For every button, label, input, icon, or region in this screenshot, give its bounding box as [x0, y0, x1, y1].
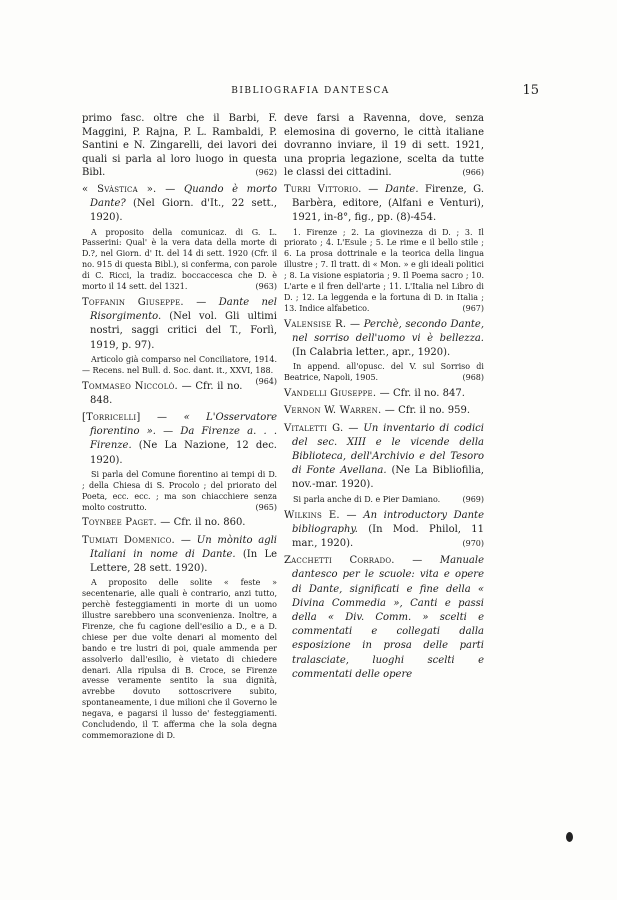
entry-source: Cfr. il no. 860.: [173, 517, 246, 529]
entry-author: Vernon W. Warren. —: [284, 405, 395, 417]
bibliography-entry: [284, 404, 484, 418]
entry-source: (Ne La Bibliofilia, nov.-mar. 1920).: [292, 465, 484, 491]
entry-source: Cfr. il no. 847.: [393, 388, 465, 400]
entry-title: Un inventario di codici del sec. XIII e le vicende della Biblioteca, dell'Archivio e del Tesoro di Fonte Avellana.: [292, 422, 484, 477]
ink-mark: [566, 832, 573, 842]
entry-number: (968): [462, 373, 484, 383]
entry-heading: [82, 296, 277, 353]
entry-author: Turri Vittorio. —: [284, 183, 379, 195]
entry-heading: [284, 554, 484, 682]
entry-title: An introductory Dante bibliography.: [292, 509, 484, 535]
entry-title: Manuale dantesco per le scuole: vita e opere di Dante, significati e fine della « Divina Commedia », Canti e passi della « Div. Comm. » scelti e commentati e collegati dalla esposizione in prosa delle parti tralasciate, luoghi scelti e commentati delle opere: [292, 555, 484, 680]
entry-author: Vandelli Giuseppe. —: [284, 388, 390, 400]
bibliography-entry: [284, 554, 484, 682]
entry-title: Un mònito agli Italiani in nome di Dante.: [90, 534, 278, 560]
entry-author: Toynbee Paget. —: [82, 517, 171, 529]
entry-source: (Nel Giorn. d'It., 22 sett., 1920).: [90, 198, 278, 224]
page-header: [82, 83, 539, 100]
entry-heading: [284, 387, 484, 401]
bibliography-entry: [284, 387, 484, 401]
entry-heading: [82, 183, 277, 226]
entry-annotation: [82, 228, 277, 293]
entry-list: [82, 183, 277, 742]
bibliography-entry: [82, 516, 277, 530]
annotation-text: In append. all'opusc. del V. sul Sorriso di Beatrice, Napoli, 1905.: [284, 362, 484, 383]
entry-author: Zacchetti Corrado. —: [284, 555, 423, 567]
entry-annotation: [82, 470, 277, 514]
entry-title: Perchè, secondo Dante, nel sorriso dell'uomo vi è bellezza.: [292, 318, 484, 345]
annotation-text: Articolo già comparso nel Conciliatore, 1914. — Recens. nel Bull. d. Soc. dant. it., XXVI, 188.: [82, 354, 277, 375]
annotation-text: Si parla del Comune fiorentino ai tempi di D. ; della Chiesa di S. Procolo ; del priorato del Poeta, ecc. ecc. ; ma son chiacchiere senza molto costrutto.: [82, 469, 277, 512]
entry-heading: [284, 509, 484, 552]
entry-heading: [82, 411, 277, 468]
entry-list: [284, 183, 484, 682]
continued-text: [82, 112, 277, 180]
entry-author: Tumiati Domenico. —: [82, 534, 192, 546]
entry-number: (969): [462, 494, 484, 504]
bibliography-entry: [284, 183, 484, 315]
entry-author: Vitaletti G. —: [284, 422, 359, 434]
bibliography-entry: [284, 509, 484, 552]
running-title: BIBLIOGRAFIA DANTESCA: [231, 86, 390, 96]
annotation-text: Si parla anche di D. e Pier Damiano.: [293, 494, 441, 504]
entry-number: (963): [255, 282, 277, 292]
entry-annotation: [284, 495, 484, 506]
entry-source: Firenze, G. Barbèra, editore, (Alfani e Venturi), 1921, in-8°, fig., pp. (8)-454.: [292, 183, 484, 224]
left-column: [82, 112, 277, 745]
entry-annotation: [284, 228, 484, 315]
bibliography-entry: [284, 318, 484, 384]
entry-author: « Svàstica ». —: [82, 183, 176, 195]
entry-annotation: [284, 362, 484, 384]
annotation-text: 1. Firenze ; 2. La giovinezza di D. ; 3. Il priorato ; 4. L'Esule ; 5. Le rime e il bello stile ; 6. La prosa dottrinale e la teorica della lingua illustre ; 7. Il tratt. di « Mon. » e gli ideali politici ; 8. La visione espiatoria ; 9. Il Poema sacro ; 10. L'arte e il fren dell'arte ; 11. L'Italia nel Libro di D. ; 12. La leggenda e la fortuna di D. in Italia ; 13. Indice alfabetico.: [284, 227, 484, 313]
bibliography-entry: [284, 422, 484, 506]
entry-number: (967): [462, 303, 484, 313]
entry-author: Wilkins E. —: [284, 509, 357, 521]
entry-title: « L'Osservatore fiorentino ». — Da Firenze a. . . Firenze.: [90, 412, 277, 452]
entry-heading: [284, 318, 484, 361]
bibliography-entry: [82, 534, 277, 742]
entry-number: (965): [255, 502, 277, 512]
entry-author: Toffanin Giuseppe. —: [82, 297, 207, 309]
entry-title: Dante nel Risorgimento.: [90, 297, 277, 323]
entry-title: Dante.: [384, 183, 419, 195]
entry-title: Quando è morto Dante?: [90, 183, 277, 210]
lead-text: primo fasc. oltre che il Barbi, F. Maggini, P. Rajna, P. L. Rambaldi, P. Santini e N. Zingarelli, dei lavori dei quali si parla al loro luogo in questa Bibl.: [82, 113, 277, 179]
entry-number: (966): [462, 168, 484, 178]
right-column: [284, 112, 484, 685]
entry-number: (970): [462, 538, 484, 548]
entry-author: Valensise R. —: [284, 318, 361, 330]
entry-number: (962): [255, 168, 277, 178]
entry-source: (Nel vol. Gli ultimi nostri, saggi critici del T., Forlì, 1919, p. 97).: [90, 311, 277, 351]
entry-annotation: [82, 578, 277, 742]
entry-heading: [82, 534, 277, 577]
lead-text: deve farsi a Ravenna, dove, senza elemosina di governo, le città italiane dovranno inviare, il 19 di sett. 1921, una propria legazione, scelta da tutte le classi dei cittadini.: [284, 113, 484, 179]
entry-author: [Torricelli] —: [82, 412, 168, 424]
entry-author: Tommaseo Niccolò. —: [82, 380, 192, 392]
entry-heading: [284, 183, 484, 226]
entry-source: Cfr. il no. 848.: [90, 380, 243, 406]
entry-source: (Ne La Nazione, 12 dec. 1920).: [90, 440, 277, 466]
entry-heading: [284, 422, 484, 493]
entry-heading: [284, 404, 484, 418]
entry-source: (In Mod. Philol, 11 mar., 1920).: [292, 523, 484, 549]
entry-source: (In Le Lettere, 28 sett. 1920).: [90, 548, 278, 575]
entry-source: (In Calabria letter., apr., 1920).: [292, 347, 451, 359]
entry-source: Cfr. il no. 959.: [398, 405, 470, 417]
annotation-text: A proposito delle solite « feste » secentenarie, alle quali è contrario, anzi tutto, perchè festeggiamenti in morte di un uomo illustre sarebbero una sconvenienza. Inoltre, a Firenze, che fu cagione dell'esilio a D., e a D. chiese per due volte denari al momento del bando e tre lustri di poi, quale ammenda per assolverlo dall'esilio, è vietato di chiedere denari. Alla ripulsa di B. Croce, se Firenze avesse veramente sentito la sua dignità, avrebbe dovuto sottoscrivere subito, spontaneamente, i due milioni che il Governo le negava, e pagarsi il lusso de' festeggiamenti. Concludendo, il T. afferma che la sola degna commemorazione di D.: [82, 578, 277, 740]
bibliography-entry: [82, 411, 277, 513]
entry-heading: [82, 516, 277, 530]
continued-text: [284, 112, 484, 180]
page-number: 15: [522, 83, 539, 98]
bibliography-entry: [82, 183, 277, 293]
annotation-text: A proposito della comunicaz. di G. L. Passerini: Qual' è la vera data della morte di D.?, nel Giorn. d' It. del 14 di sett. 1920 (Cfr. il no. 915 di questa Bibl.), si conferma, con parole di C. Ricci, la tradiz. boccaccesca che D. è morto il 14 sett. del 1321.: [82, 227, 277, 292]
entry-number: (964): [255, 376, 277, 386]
